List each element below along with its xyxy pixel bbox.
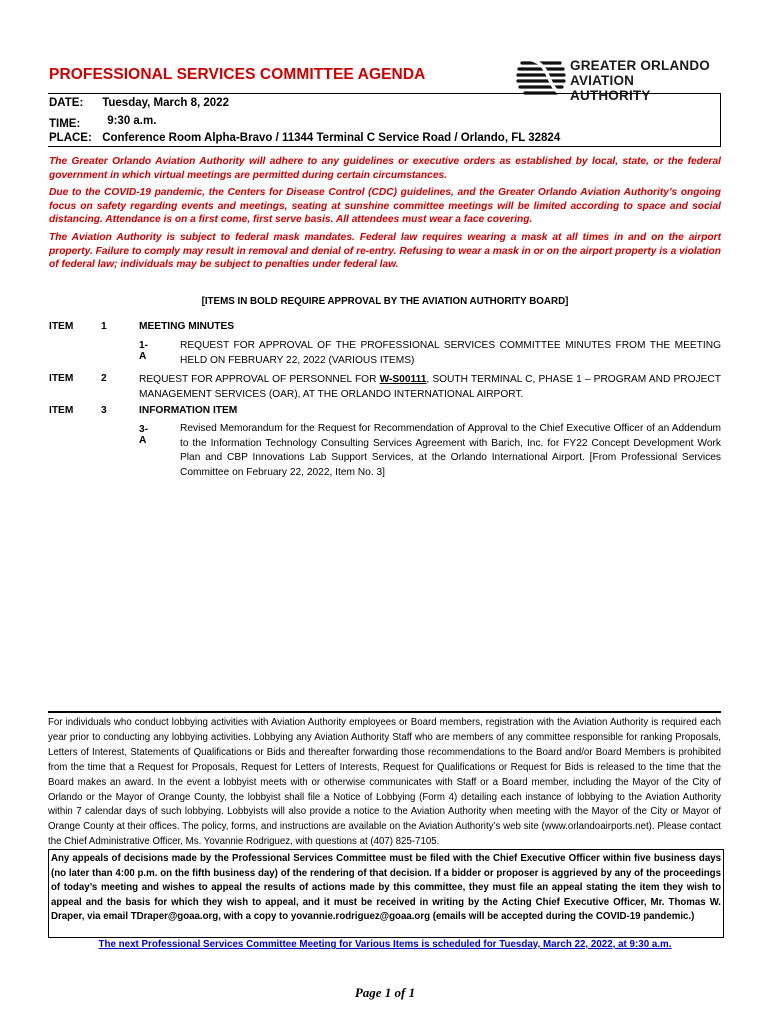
sub-item-text: Revised Memorandum for the Request for Recommendation of Approval to the Chief Executive Officer of an Addendum to the Information Technology Consulting Services Agreement with Barich, Inc. for FY22 Concept Development Work Plan and CBP Innovations Lab Support Services, at the Orlando International Airport. [From Professional Services Committee on February 22, 2022, Item No. 3] — [180, 423, 721, 478]
appeals-notice-box: Any appeals of decisions made by the Professional Services Committee must be filed with the Chief Executive Officer within five business days (no later than 4:00 p.m. on the fifth business day) of the rendering of that decision. If a bidder or proposer is aggrieved by any of the proceedings of today’s meeting and wishes to appeal the results of actions made by this committee, they must file an appeal stating the item they wish to appeal and the basis for which they wish to appeal, and it must be received in writing by the Acting Chief Executive Officer, Mr. Thomas W. Draper, via email TDraper@goaa.org, with a copy to yovannie.rodriguez@goaa.org (emails will be accepted during the COVID-19 pandemic.) — [48, 849, 724, 938]
date-label: DATE: — [49, 97, 84, 109]
item-text-before: REQUEST FOR APPROVAL OF PERSONNEL FOR — [139, 374, 380, 385]
notice-mask-mandate: The Aviation Authority is subject to federal mask mandates. Federal law requires wearing a mask at all times in and on the airport property. Failure to comply may result in removal and denial of re-entry. Refusing to wear a mask in or on the airport property is a violation of federal law; individuals may be subject to penalties under federal law. — [49, 232, 721, 271]
place-value: Conference Room Alpha-Bravo / 11344 Terminal C Service Road / Orlando, FL 32824 — [102, 132, 561, 144]
page-title: PROFESSIONAL SERVICES COMMITTEE AGENDA — [49, 66, 426, 83]
date-row — [49, 97, 229, 109]
item-label: ITEM — [49, 373, 74, 384]
meeting-details-box — [48, 93, 721, 147]
time-label: TIME: — [49, 118, 81, 130]
project-number: W-S00111 — [379, 374, 427, 385]
section-divider — [48, 711, 721, 713]
item-heading: MEETING MINUTES — [139, 321, 235, 332]
time-value: 9:30 a.m. — [107, 115, 157, 127]
item-text — [139, 373, 721, 402]
logo-line-1: GREATER ORLANDO — [570, 58, 710, 73]
item-number: 3 — [101, 405, 107, 416]
logo-line-2: AVIATION AUTHORITY — [570, 73, 651, 103]
page-number: Page 1 of 1 — [354, 985, 416, 1000]
goaa-logo-mark-icon — [516, 57, 566, 97]
item-number: 2 — [101, 373, 107, 384]
next-meeting-link[interactable]: The next Professional Services Committee Meeting for Various Items is scheduled for Tuesday, March 22, 2022, at 9:30 a.m. — [98, 939, 672, 950]
time-row — [49, 115, 157, 130]
notice-virtual-meetings: The Greater Orlando Aviation Authority will adhere to any guidelines or executive orders as established by local, state, or the federal government in which virtual meetings are permitted during certain circumstances. — [49, 156, 721, 181]
item-text-after: , SOUTH TERMINAL C, PHASE 1 – PROGRAM AND PROJECT MANAGEMENT SERVICES (OAR), AT THE ORLANDO INTERNATIONAL AIRPORT. — [139, 374, 722, 400]
item-number: 1 — [101, 321, 107, 332]
item-label: ITEM — [49, 405, 74, 416]
sub-item-number: 1-A — [139, 340, 149, 362]
sub-item-text: REQUEST FOR APPROVAL OF THE PROFESSIONAL SERVICES COMMITTEE MINUTES FROM THE MEETING HELD ON FEBRUARY 22, 2022 (VARIOUS ITEMS) — [180, 340, 721, 366]
notice-covid: Due to the COVID-19 pandemic, the Centers for Disease Control (CDC) guidelines, and the Greater Orlando Aviation Authority’s ongoing focus on safety regarding events and meetings, seating at sunshine committee meetings will be limited according to space and social distancing. Attendance is on a first come, first serve basis. All attendees must wear a face covering. — [49, 187, 721, 226]
lobbying-notice: For individuals who conduct lobbying activities with Aviation Authority employees or Board members, registration with the Aviation Authority is required each year prior to conducting any lobbying activities. Lobbying any Aviation Authority Staff who are members of any committee responsible for ranking Proposals, Letters of Interest, Statements of Qualifications or Bids and thereafter forwarding those recommendations to the Board and/or Board Members is prohibited from the time that a Request for Proposals, Request for Letters of Interests, Request for Qualifications or Request for Bids is released to the time that the Board makes an award. In the event a lobbyist meets with or otherwise communicates with Staff or a Board member, including the Mayor of the City of Orlando or the Mayor of Orange County, the lobbyist shall file a Notice of Lobbying (Form 4) detailing each instance of lobbying to the Aviation Authority within 7 calendar days of such lobbying. Lobbyists will also provide a notice to the Aviation Authority when meeting with the Mayor of the City or Mayor of Orange County at their offices. The policy, forms, and instructions are available on the Aviation Authority’s web site (www.orlandoairports.net). Please contact the Chief Administrative Officer, Ms. Yovannie Rodriguez, with questions at (407) 825-7105. — [48, 717, 721, 848]
sub-item-number: 3-A — [139, 424, 149, 446]
bold-items-note: [ITEMS IN BOLD REQUIRE APPROVAL BY THE AVIATION AUTHORITY BOARD] — [201, 296, 569, 307]
place-row — [49, 132, 560, 144]
date-value: Tuesday, March 8, 2022 — [102, 97, 229, 109]
place-label: PLACE: — [49, 132, 92, 144]
item-label: ITEM — [49, 321, 74, 332]
item-heading: INFORMATION ITEM — [139, 405, 238, 416]
goaa-logo — [516, 57, 716, 103]
